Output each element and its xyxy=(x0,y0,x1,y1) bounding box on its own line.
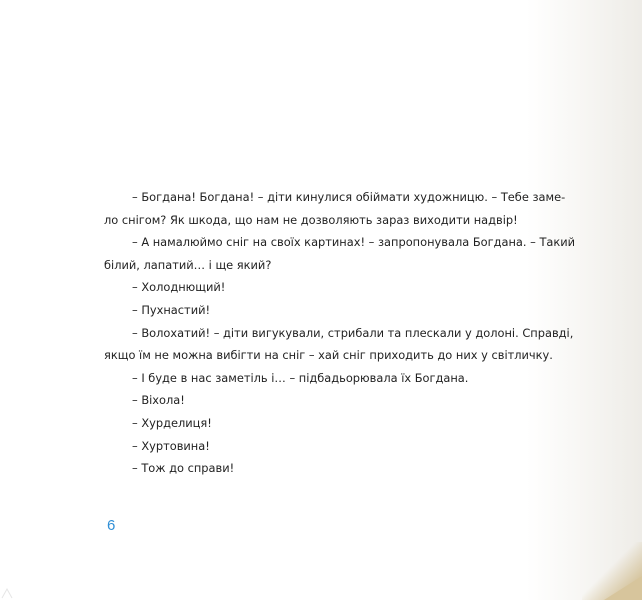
text-line: – Богдана! Богдана! – діти кинулися обіймати художницю. – Тебе заме- xyxy=(132,190,566,204)
corner-mark-icon xyxy=(0,586,14,600)
text-line: якщо їм не можна вибігти на сніг – хай сніг приходить до них у світличку. xyxy=(104,348,553,363)
text-line: ло снігом? Як шкода, що нам не дозволяють зараз виходити надвір! xyxy=(104,212,518,227)
text-line: – Хуртовина! xyxy=(132,438,210,453)
text-line: – І буде в нас заметіль і… – підбадьорювала їх Богдана. xyxy=(132,370,469,385)
text-line: – Хурделиця! xyxy=(132,415,212,430)
text-line: – Тож до справи! xyxy=(132,461,235,476)
text-line: – Пухнастий! xyxy=(132,302,211,317)
text-line: – А намалюймо сніг на своїх картинах! – запропонувала Богдана. – Такий xyxy=(132,235,576,250)
text-line: – Холоднющий! xyxy=(132,280,226,295)
page-number: 6 xyxy=(107,517,116,534)
text-line: – Віхола! xyxy=(132,393,185,408)
story-text xyxy=(104,186,576,480)
text-line: білий, лапатий… і ще який? xyxy=(104,257,272,272)
page-corner-fold xyxy=(604,576,642,600)
text-line: – Волохатий! – діти вигукували, стрибали та плескали у долоні. Справді, xyxy=(132,325,574,340)
